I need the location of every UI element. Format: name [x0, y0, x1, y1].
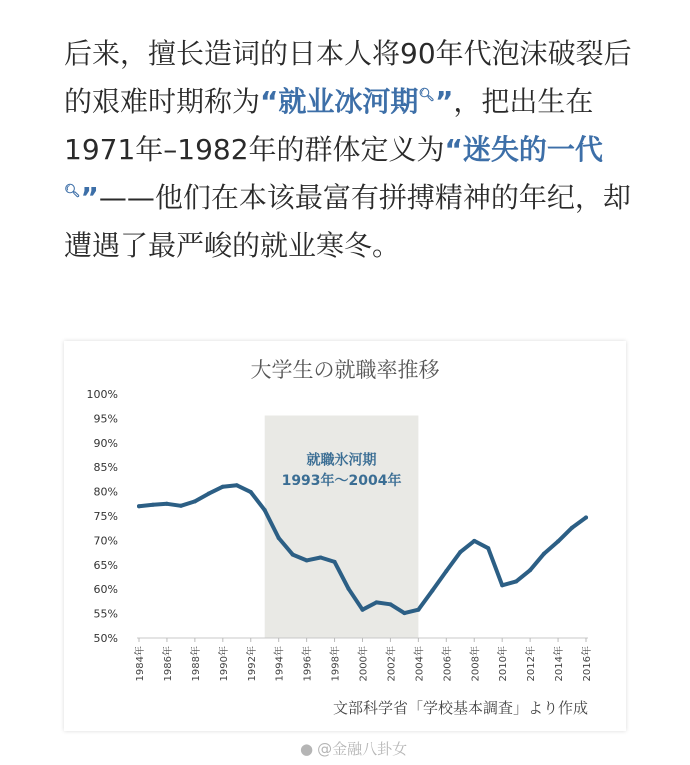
data-point: [402, 611, 406, 615]
x-tick-label: 1990年: [218, 646, 230, 682]
x-tick-label: 2004年: [414, 646, 426, 682]
data-point: [263, 508, 267, 512]
chart-source-note: 文部科学省「学校基本調査」より作成: [332, 699, 588, 717]
data-point: [486, 546, 490, 550]
x-tick-label: 2016年: [582, 646, 593, 682]
data-point: [291, 553, 295, 557]
article-paragraph-3: ——他们在本该最富有拼搏精神的年纪，却遭遇了最严峻的就业寒冬。: [64, 181, 631, 262]
x-tick-label: 1996年: [302, 646, 314, 682]
data-point: [333, 560, 337, 564]
data-point: [277, 536, 281, 540]
x-tick-label: 2008年: [470, 646, 482, 682]
x-tick-label: 2012年: [526, 646, 538, 682]
data-point: [472, 539, 476, 543]
y-tick-label: 80%: [93, 485, 118, 499]
chart-card: [64, 341, 626, 731]
x-tick-label: 2000年: [358, 646, 370, 682]
data-point: [570, 526, 574, 530]
data-point: [584, 515, 588, 519]
y-tick-label: 85%: [93, 461, 118, 475]
link-lost-generation[interactable]: “迷失的一代🔍︎”: [64, 133, 603, 214]
y-tick-label: 55%: [93, 607, 118, 621]
ice-age-shaded-region: [265, 415, 419, 638]
data-point: [165, 502, 169, 506]
article-text: [64, 30, 639, 270]
data-point: [514, 579, 518, 583]
link-ice-age[interactable]: “就业冰河期🔍︎”: [260, 85, 454, 118]
y-tick-label: 95%: [93, 412, 118, 426]
watermark: [300, 738, 407, 759]
shaded-region-years: 1993年～2004年: [281, 472, 402, 489]
x-tick-label: 1984年: [135, 646, 146, 682]
x-tick-label: 2014年: [554, 646, 566, 682]
y-tick-label: 90%: [93, 436, 118, 450]
y-tick-label: 100%: [86, 388, 118, 401]
weibo-icon: ●: [300, 740, 314, 758]
watermark-text: @金融八卦女: [317, 740, 408, 758]
data-point: [416, 608, 420, 612]
x-tick-label: 1994年: [274, 646, 286, 682]
data-point: [221, 485, 225, 489]
x-tick-label: 2010年: [498, 646, 510, 682]
y-tick-label: 70%: [93, 534, 118, 548]
data-point: [542, 552, 546, 556]
x-tick-label: 1986年: [162, 646, 174, 682]
data-point: [207, 492, 211, 496]
data-point: [556, 539, 560, 543]
employment-rate-chart: [64, 341, 626, 731]
data-point: [458, 550, 462, 554]
data-point: [388, 602, 392, 606]
data-point: [151, 503, 155, 507]
data-point: [137, 504, 141, 508]
magnifier-icon[interactable]: 🔍︎: [418, 88, 435, 103]
x-tick-label: 2006年: [442, 646, 454, 682]
data-point: [361, 608, 365, 612]
data-point: [249, 490, 253, 494]
x-tick-label: 1998年: [330, 646, 342, 682]
article-paragraph-2: ，把出生在1971年–1982年的群体定义为: [64, 85, 594, 166]
data-point: [193, 499, 197, 503]
magnifier-icon[interactable]: 🔍︎: [64, 184, 81, 199]
x-tick-label: 1992年: [246, 646, 258, 682]
data-point: [500, 583, 504, 587]
chart-title: 大学生の就職率推移: [250, 358, 440, 382]
shaded-region-label: 就職氷河期: [306, 452, 377, 469]
data-point: [528, 568, 532, 572]
y-tick-label: 75%: [93, 510, 118, 523]
data-point: [444, 569, 448, 573]
y-tick-label: 50%: [93, 632, 118, 645]
y-tick-label: 60%: [93, 583, 118, 597]
data-point: [179, 504, 183, 508]
data-point: [305, 558, 309, 562]
y-tick-label: 65%: [93, 558, 118, 572]
data-point: [235, 483, 239, 487]
data-point: [319, 555, 323, 559]
data-point: [430, 589, 434, 593]
article-paragraph-1: 后来，擅长造词的日本人将90年代泡沫破裂后的艰难时期称为: [64, 37, 632, 118]
data-point: [374, 600, 378, 604]
x-tick-label: 2002年: [386, 646, 398, 682]
data-point: [347, 587, 351, 591]
x-tick-label: 1988年: [190, 646, 202, 682]
